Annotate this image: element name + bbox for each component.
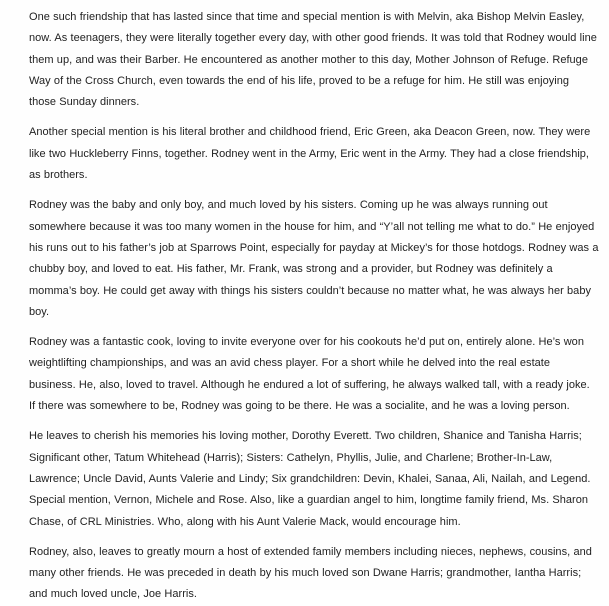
paragraph-melvin-friendship: One such friendship that has lasted since that time and special mention is with Melvin, aka Bishop Melvin Easley, now. As teenagers, they were literally together every day, with other good friends. It was told that Rodney would line them up, and was their Barber. He encountered as another mother to this day, Mother Johnson of Refuge. Refuge Way of the Cross Church, even towards the end of his life, proved to be a refuge for him. He still was enjoying those Sunday dinners.: [29, 11, 597, 109]
paragraph-personality: Rodney was a fantastic cook, loving to invite everyone over for his cookouts he’d put on, entirely alone. He’s won weightlifting championships, and was an avid chess player. For a short while he delved into the real estate business. He, also, loved to travel. Although he endured a lot of suffering, he always walked tall, with a ready joke. If there was somewhere to be, Rodney was going to be there. He was a socialite, and he was a loving person.: [29, 336, 590, 413]
paragraph-extended-family: Rodney, also, leaves to greatly mourn a host of extended family members including nieces, nephews, cousins, and many other friends. He was preceded in death by his much loved son Dwane Harris; grandmother, Iantha Harris; and much loved uncle, Joe Harris.: [29, 545, 592, 601]
paragraph-survivors: He leaves to cherish his memories his loving mother, Dorothy Everett. Two children, Shanice and Tanisha Harris; Significant other, Tatum Whitehead (Harris); Sisters: Cathelyn, Phyllis, Julie, and Charlene; Brother-In-Law, Lawrence; Uncle David, Aunts Valerie and Lindy; Six grandchildren: Devin, Khalei, Sanaa, Ali, Nailah, and Legend. Special mention, Vernon, Michele and Rose. Also, like a guardian angel to him, longtime family friend, Ms. Sharon Chase, of CRL Ministries. Who, along with his Aunt Valerie Mack, would encourage him.: [29, 430, 591, 528]
paragraph-childhood: Rodney was the baby and only boy, and much loved by his sisters. Coming up he was always running out somewhere because it was too many women in the house for him, and “Y’all not telling me what to do.” He enjoyed his runs out to his father’s job at Sparrows Point, especially for payday at Mickey’s for those hotdogs. Rodney was a chubby boy, and loved to eat. His father, Mr. Frank, was strong and a provider, but Rodney was definitely a momma’s boy. He could get away with things his sisters couldn’t because no matter what, he was always her baby boy.: [29, 199, 599, 318]
paragraph-eric-green: Another special mention is his literal brother and childhood friend, Eric Green, aka Deacon Green, now. They were like two Huckleberry Finns, together. Rodney went in the Army, Eric went in the Army. They had a close friendship, as brothers.: [29, 126, 591, 182]
